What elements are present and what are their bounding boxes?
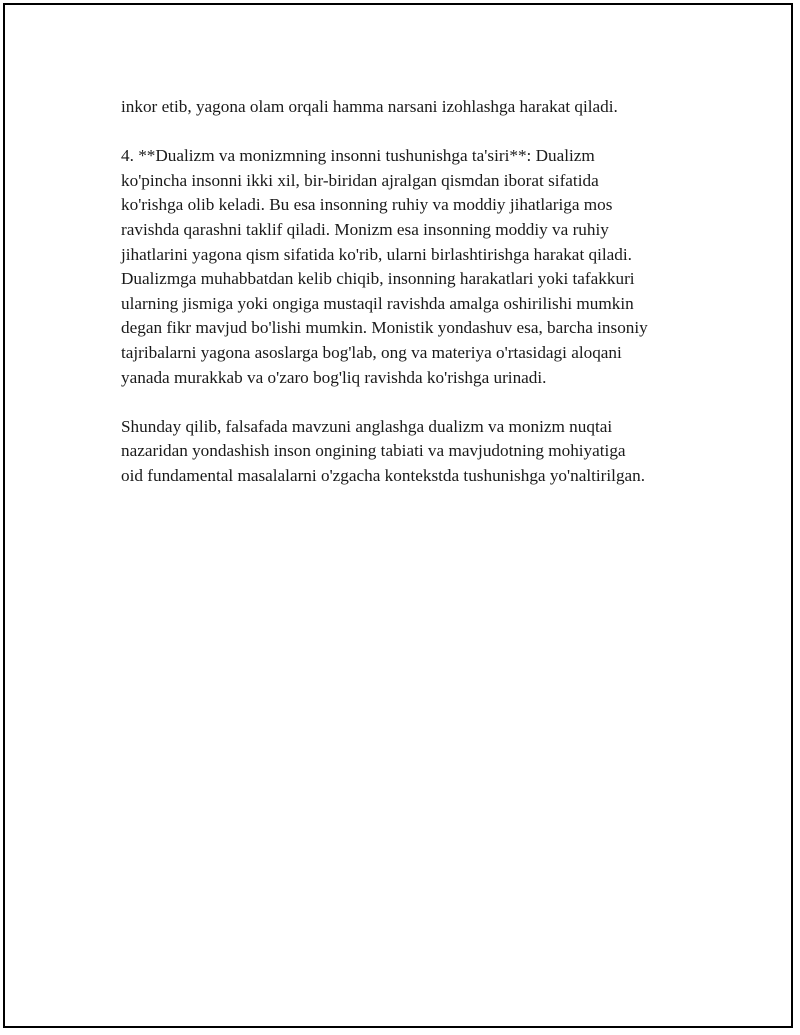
page-frame (3, 3, 793, 1028)
text-line: yanada murakkab va o'zaro bog'liq ravishda ko'rishga urinadi. (121, 367, 547, 387)
text-line: oid fundamental masalalarni o'zgacha kontekstda tushunishga yo'naltirilgan. (121, 465, 646, 485)
paragraph-continuation (121, 95, 701, 120)
text-line: Shunday qilib, falsafada mavzuni anglashga dualizm va monizm nuqtai (121, 416, 613, 436)
text-line: tajribalarni yagona asoslarga bog'lab, ong va materiya o'rtasidagi aloqani (121, 342, 622, 362)
paragraph-point-4 (121, 144, 701, 390)
text-line: nazaridan yondashish inson ongining tabiati va mavjudotning mohiyatiga (121, 441, 626, 461)
text-line: inkor etib, yagona olam orqali hamma narsani izohlashga harakat qiladi. (121, 97, 618, 116)
text-line: jihatlarini yagona qism sifatida ko'rib, ularni birlashtirishga harakat qiladi. (121, 244, 632, 264)
text-line: ko'pincha insonni ikki xil, bir-biridan ajralgan qismdan iborat sifatida (121, 170, 599, 190)
text-line: Dualizmga muhabbatdan kelib chiqib, insonning harakatlari yoki tafakkuri (121, 269, 635, 289)
text-line: 4. **Dualizm va monizmning insonni tushunishga ta'siri**: Dualizm (121, 146, 595, 166)
text-line: degan fikr mavjud bo'lishi mumkin. Monistik yondashuv esa, barcha insoniy (121, 318, 648, 338)
text-line: ularning jismiga yoki ongiga mustaqil ravishda amalga oshirilishi mumkin (121, 293, 634, 313)
paragraph-gap (121, 390, 701, 415)
paragraph-conclusion (121, 415, 701, 489)
text-line: ravishda qarashni taklif qiladi. Monizm esa insonning moddiy va ruhiy (121, 219, 609, 239)
document-body (121, 95, 701, 489)
text-line: ko'rishga olib keladi. Bu esa insonning ruhiy va moddiy jihatlariga mos (121, 195, 613, 215)
paragraph-gap (121, 120, 701, 145)
